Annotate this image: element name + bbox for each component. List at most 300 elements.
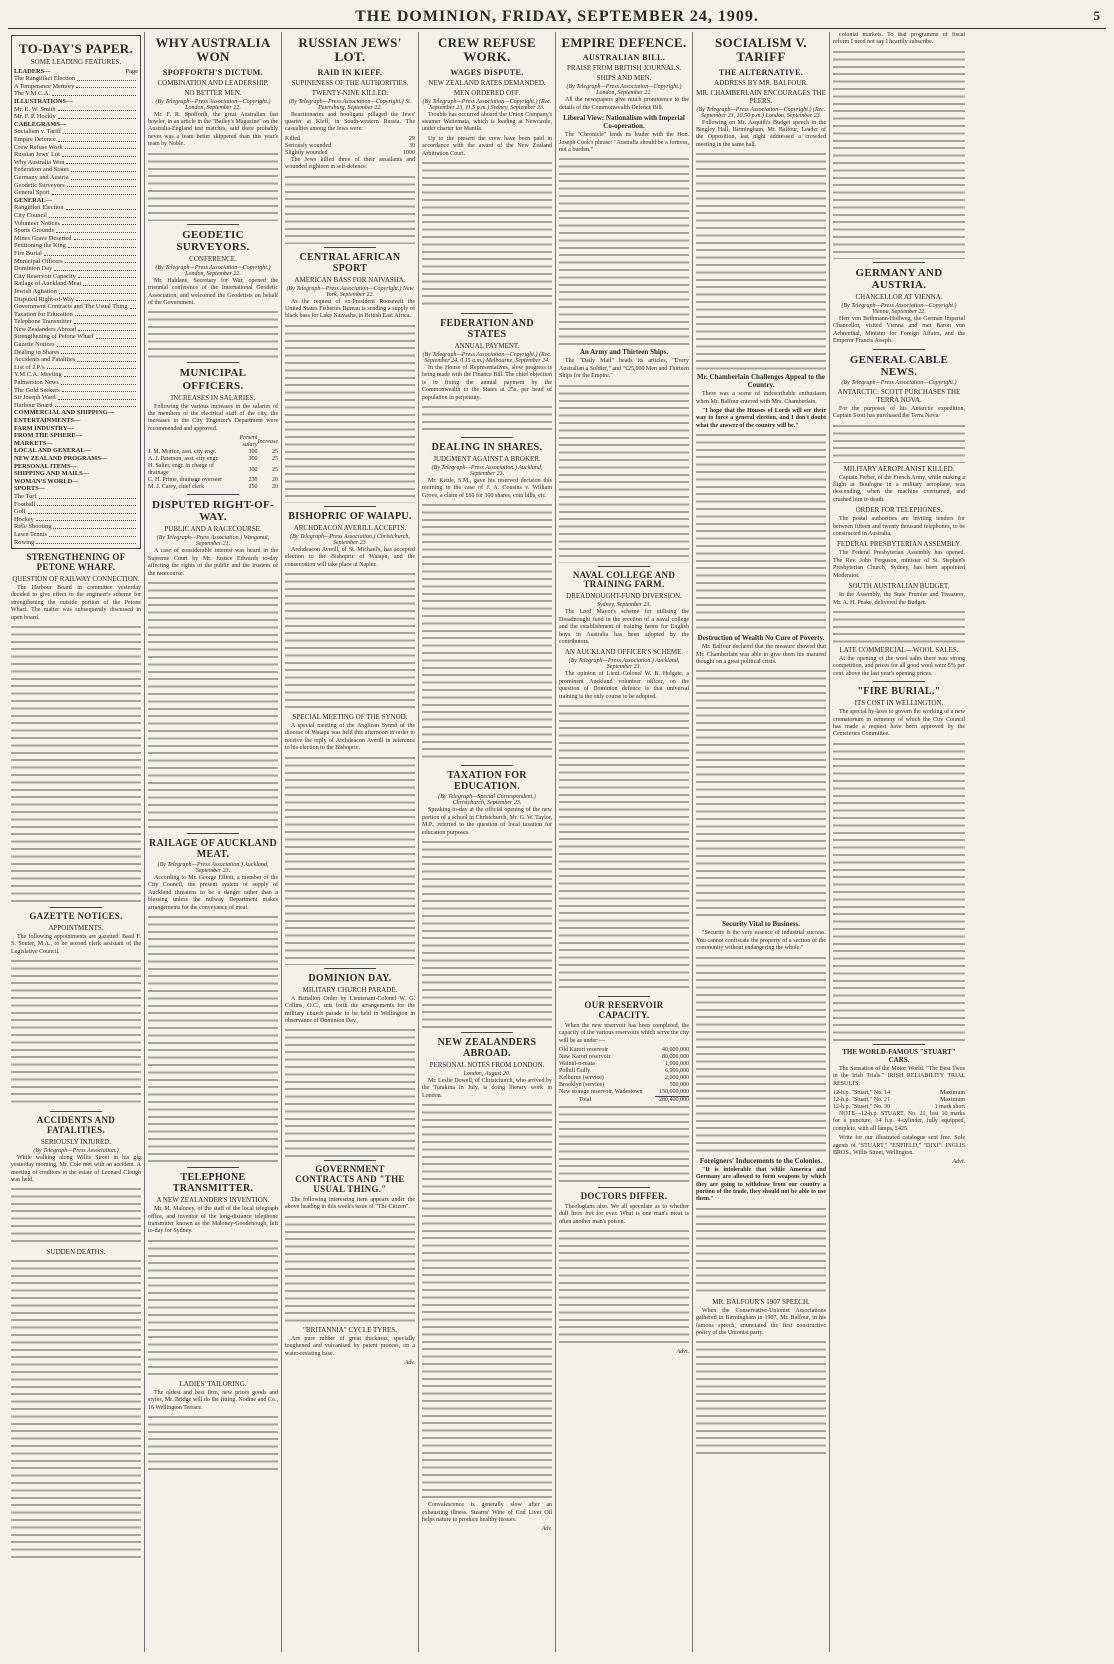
casualty-row — [285, 143, 415, 150]
story-australia-dateline: (By Telegraph—Press Association—Copyright.) London, September 22. — [155, 98, 271, 111]
story-geodetic-dateline: (By Telegraph—Press Association—Copyright.) London, September 22. — [155, 264, 271, 277]
contents-item-label: Football — [14, 500, 36, 508]
story-right-of-way-text: A case of considerable interest was heard in the Supreme Court by Mr. Justice Edwards to-day affecting the rights of the public and the trustees of the racecourse. — [148, 548, 278, 577]
story-russian-jews-text2: The Jews killed three of their assailants and wounded eighteen in self-defence. — [285, 156, 415, 171]
divider — [324, 1160, 376, 1161]
story-crew-sub2: NEW ZEALAND RATES DEMANDED. — [428, 78, 546, 87]
dot-leader — [52, 189, 136, 195]
dot-leader — [44, 250, 136, 256]
contents-item — [14, 159, 138, 167]
casualty-row-cell: Killed — [285, 135, 300, 142]
divider — [324, 247, 376, 248]
todays-paper-sub: SOME LEADING FEATURES. — [30, 58, 122, 67]
contents-item — [14, 113, 138, 121]
contents-item-label: ENTERTAINMENTS— — [14, 417, 81, 425]
contents-item-label: NEW ZEALAND PROGRAMS— — [14, 454, 108, 462]
reservoir-total-label: Total — [579, 1096, 592, 1103]
contents-item-label: The Y.M.C.A. — [14, 90, 51, 98]
contents-item — [14, 531, 138, 539]
story-african-sport-body — [285, 323, 415, 503]
divider — [50, 907, 102, 908]
contents-item-label: Municipal Officers — [14, 257, 63, 265]
salary-table-heading: Increase — [257, 438, 278, 445]
story-socialism-text6: When the Conservative-Unionist Associations gathered in Birmingham in 1907, Mr. Balfour, in his famous speech, enunciated the first constructive policy of the Unionist party. — [696, 1307, 826, 1336]
contents-item-label: COMMERCIAL AND SHIPPING— — [14, 409, 115, 417]
story-nz-abroad-dateline: London, August 20. — [463, 1070, 511, 1077]
cable-wool-text: At the opening of the wool sales there was strong competition, and prices for all good wool were 5% per cent. above the last year's opening prices. — [833, 655, 965, 677]
cable-budget-text: In the Assembly, the State Premier and Treasurer, Mr. A. H. Peake, delivered the Budget. — [833, 592, 965, 606]
toc-leaders-label: LEADERS— — [14, 68, 51, 76]
contents-item-label: Rifle Shooting — [14, 523, 52, 531]
contents-item-label: FROM THE SPHERE— — [14, 432, 83, 440]
dot-leader — [37, 501, 136, 507]
story-australia-text: Mr. F. R. Spofforth, the great Australian fast bowler, in an article in the "Bailey's Magazine" on the Australia-England test matches, said there probably never was a team better skippered than this year's team by Noble. — [148, 111, 278, 148]
dot-leader — [49, 212, 136, 218]
dot-leader — [39, 493, 136, 499]
tailoring-text: The oldest and best firm, new prices goods and styles, Mr. Bridge will do the fitting. Nodine and Co., 16 Wellington Terrace. — [148, 1389, 278, 1411]
stuart-cars-text3: Write for our illustrated catalogue sent free. Sole agents of "STUART," "ENFIELD," "DIXI": INGLIS BROS., Willis Street, Wellington. — [833, 1135, 965, 1156]
dot-leader — [77, 75, 136, 81]
dot-leader — [47, 364, 136, 370]
contents-item-label: WOMAN'S WORLD— — [14, 477, 79, 485]
salary-row — [148, 484, 278, 491]
story-russian-jews-sub3: TWENTY-NINE KILLED. — [311, 88, 389, 97]
contents-item — [14, 273, 138, 281]
todays-paper-box — [11, 35, 141, 549]
salary-row — [148, 463, 278, 477]
contents-item — [14, 440, 138, 448]
story-fire-burial-text: The special by-laws to govern the working of a new crematorium in cemetery of which the City Council has made a request have been approved by the Cemeteries Committee. — [833, 709, 965, 738]
story-australia-sub: SPOFFORTH'S DICTUM. — [162, 67, 264, 77]
story-african-sport-headline: CENTRAL AFRICAN SPORT — [299, 251, 401, 274]
contents-item — [14, 166, 138, 174]
story-railage-headline: RAILAGE OF AUCKLAND MEAT. — [148, 838, 278, 861]
story-waiapu-sub: ARCHDEACON AVERILL ACCEPTS. — [293, 523, 407, 532]
contents-item — [14, 121, 138, 129]
cable-telephones-sub: ORDER FOR TELEPHONES. — [855, 506, 943, 515]
story-african-sport-text: As the request of ex-President Roosevelt the United States Fisheries Bureau is sending a supply of black bass for Lake Naivasha, in British East Africa. — [285, 298, 415, 320]
column-4 — [419, 32, 556, 1652]
divider — [598, 1187, 650, 1188]
contents-item — [14, 516, 138, 524]
story-telephone-text: Mr. M. Maloney, of the staff of the local telegraph office, and inventor of the long-distance telephone transmitter known as the Maloney-Goodenough, left to-day for Sydney. — [148, 1206, 278, 1235]
story-african-sport-dateline: (By Telegraph—Press Association—Copyright.) New York, September 22. — [286, 285, 414, 298]
dot-leader — [58, 394, 136, 400]
story-russian-jews-text: Reactionaries and hooligans pillaged the Jews' quarter at Kieff, in South-western Russia. The casualties among the Jews were: — [285, 111, 415, 133]
dot-leader — [67, 182, 136, 188]
contents-item — [14, 242, 138, 250]
stuart-result-row-cell: 1 mark short — [934, 1103, 965, 1110]
story-naval-dateline: Sydney, September 23. — [597, 602, 651, 609]
story-empire-defence-sub2: PRAISE FROM BRITISH JOURNALS. — [567, 64, 681, 73]
dot-leader — [75, 311, 136, 317]
cable-antarctic-text: For the purposes of his Antarctic expedition, Captain Scott has purchased the Terra Nova. — [833, 405, 965, 420]
contents-item-label: Strengthening of Petone Wharf — [14, 333, 94, 341]
cable-antarctic-sub: ANTARCTIC: SCOTT PURCHASES THE TERRA NOVA. — [837, 387, 961, 404]
story-reservoir-body — [559, 1104, 689, 1184]
story-russian-jews-sub: RAID IN KIEFF. — [317, 67, 383, 77]
cable-budget-sub: SOUTH AUSTRALIAN BUDGET. — [848, 582, 950, 591]
contents-item — [14, 501, 138, 509]
story-waiapu-headline: BISHOPRIC OF WAIAPU. — [288, 510, 412, 522]
story-right-of-way-body — [148, 580, 278, 830]
contents-item-label: Sir Joseph Ward — [14, 394, 56, 402]
contents-item — [14, 523, 138, 531]
stuart-result-row — [833, 1104, 965, 1111]
story-cable-news-headline: GENERAL CABLE NEWS. — [849, 353, 949, 378]
divider — [187, 1167, 239, 1168]
story-taxation-headline: TAXATION FOR EDUCATION. — [447, 770, 527, 793]
dot-leader — [62, 220, 136, 226]
dot-leader — [57, 341, 136, 347]
stuart-cars-text2: NOTE—12-h.p. STUART, No. 21, lost 10 marks for a puncture, 14 h.p. 4-cylinder, fully equipped, complete, with all lamps, £425. — [833, 1110, 965, 1132]
story-empire-defence-body-2 — [559, 383, 689, 563]
contents-item-label: Hockey — [14, 515, 34, 523]
contents-item-label: Rangitikei Election — [14, 204, 64, 212]
contents-item-label: Palmerston News — [14, 379, 59, 387]
todays-paper-heading: TO-DAY'S PAPER. — [18, 41, 134, 56]
contents-item — [14, 98, 138, 106]
contents-item — [14, 197, 138, 205]
contents-item — [14, 204, 138, 212]
column-7 — [830, 32, 968, 1652]
reservoir-row-cell: Old Karori reservoir — [559, 1046, 608, 1053]
dot-leader — [28, 508, 136, 514]
story-socialism-text5: "It is intolerable that while America and Germany are allowed to form weapons by which they are going to withdraw from our country a portion of the trade, they should not be able to use them." — [696, 1166, 826, 1203]
contents-item — [14, 296, 138, 304]
dot-leader — [130, 303, 136, 309]
story-nz-abroad-text: Mr. Leslie Dowell, of Christchurch, who arrived by the Turakina in July, is doing literary work in London. — [422, 1077, 552, 1099]
dot-leader — [58, 136, 136, 142]
column-6 — [693, 32, 830, 1652]
stuart-result-row — [833, 1097, 965, 1104]
contents-item — [14, 136, 138, 144]
reservoir-row-cell: Kelburne (service) — [559, 1074, 604, 1081]
contents-item — [14, 463, 138, 471]
story-geodetic-body — [148, 309, 278, 359]
story-empire-defence-sub3: SHIPS AND MEN. — [596, 74, 652, 83]
salary-row-cell: 25 — [272, 456, 278, 463]
dot-leader — [83, 280, 136, 286]
contents-item — [14, 303, 138, 311]
story-fire-burial-headline: "FIRE BURIAL." — [857, 686, 941, 698]
reservoir-total-value: 280,400,000 — [655, 1096, 689, 1104]
newspaper-page — [8, 6, 1106, 1656]
story-geodetic-headline: GEODETIC SURVEYORS. — [176, 228, 250, 253]
tyres-text: Are pure rubber of great thickness, specially toughened and vulcanised by patent process, on a water-resisting base. — [285, 1335, 415, 1357]
contents-item-label: Accidents and Fatalities — [14, 356, 76, 364]
story-nz-abroad-body — [422, 1102, 552, 1502]
contents-item — [14, 341, 138, 349]
story-empire-defence-text3: The "Daily Mail" heads its articles, "Every Australian a Soldier," and "£25,000 Men and Thirteen Ships for the Empire." — [559, 358, 689, 380]
reservoir-row-cell: 40,000,000 — [662, 1046, 689, 1053]
column-2 — [145, 32, 282, 1652]
contents-item-label: Telephone Transmitter — [14, 318, 72, 326]
contents-item-label: Harbour Board — [14, 401, 53, 409]
story-federation-body — [422, 404, 552, 434]
cable-presbyterian-text: The Federal Presbyterian Assembly has opened. The Rev. John Ferguson, minister of St. Stephen's Presbyterian Church, Sydney, has been appointed Moderator. — [833, 550, 965, 579]
story-railage-body — [148, 914, 278, 1164]
story-shares-dateline: (By Telegraph—Press Association.) Auckland, September 23. — [431, 465, 543, 478]
story-railage-dateline: (By Telegraph—Press Association.) Auckland, September 23. — [157, 862, 269, 875]
contents-item — [14, 417, 138, 425]
divider — [187, 494, 239, 495]
story-dominion-day-headline: DOMINION DAY. — [308, 972, 392, 984]
reservoir-table — [559, 1047, 689, 1104]
salary-row-cell: J. M. Morice, asst. city engr. — [148, 449, 217, 456]
contents-item-label: Government Contracts and The Usual Thing — [14, 303, 128, 311]
contents-item-label: Volunteer Notices — [14, 219, 60, 227]
story-germany-text: Herr von Bethmann-Hollweg, the German Imperial Chancellor, visited Vienna and met Baron von Aehrenthal, Minister for Foreign Affairs, and the Emperor Francis Joseph. — [833, 316, 965, 345]
salary-row-cell: 250 — [248, 484, 258, 491]
contents-item-label: Russian Jews' Lot — [14, 151, 60, 159]
casualty-row — [285, 136, 415, 143]
contents-item-label: Geodetic Surveyors — [14, 181, 65, 189]
story-shares-body — [422, 502, 552, 762]
cable-aeroplanist-text: Captain Ferber, of the French Army, while making a flight at Boulogne in a military aeroplane, was descending, when the machine overturned, and crushed him to death. — [833, 474, 965, 503]
masthead — [8, 6, 1106, 29]
salary-row-cell: A. J. Paterson, asst. city engr. — [148, 456, 219, 463]
dot-leader — [62, 387, 136, 393]
casualty-row-cell: Seriously wounded — [285, 142, 332, 149]
stuart-cars-text: The Sensation of the Motor World. "The Best Twos in the Irish Trials." IRISH RELIABILITY TRIAL RESULTS. — [833, 1065, 965, 1087]
contents-item-label: The Gold Seekers — [14, 386, 60, 394]
casualty-row-cell: Slightly wounded — [285, 149, 328, 156]
story-empire-defence-text2: The "Chronicle" lends its leader with the Hon. Joseph Cook's phrase: "Australia should be a fortress, not a burden." — [559, 132, 689, 153]
advert-mark: Advt. — [952, 1159, 965, 1166]
salary-table-heading — [148, 435, 226, 449]
story-australia-sub3: NO BETTER MEN. — [184, 88, 242, 97]
reservoir-row-cell: Wainui-o-mata — [559, 1060, 595, 1067]
story-accidents-sub: SERIOUSLY INJURED. — [40, 1137, 112, 1146]
contents-item — [14, 227, 138, 235]
salary-row-cell: M. J. Carey, chief clerk — [148, 484, 205, 491]
story-naval-headline: NAVAL COLLEGE AND TRAINING FARM. — [572, 569, 676, 590]
contents-item — [14, 470, 138, 478]
story-telephone-body — [148, 1238, 278, 1378]
dot-leader — [49, 531, 136, 537]
divider — [187, 362, 239, 363]
cable-budget-body — [833, 609, 965, 644]
story-geodetic-sub: CONFERENCE. — [189, 254, 237, 263]
contents-item — [14, 349, 138, 357]
story-cable-news-dateline: (By Telegraph—Press Association—Copyright.) — [841, 379, 957, 386]
story-socialism-sub5: Destruction of Wealth No Cure of Poverty. — [697, 634, 825, 643]
salary-table-heading: Present salary — [239, 435, 258, 449]
reservoir-row — [559, 1082, 689, 1089]
reservoir-row-cell: New storage reservoir, Wadestown — [559, 1089, 643, 1096]
contents-item — [14, 144, 138, 152]
contents-item — [14, 394, 138, 402]
stuart-results-table — [833, 1090, 965, 1111]
story-shares-sub: JUDGMENT AGAINST A BROKER. — [433, 455, 541, 464]
divider — [873, 262, 926, 263]
story-crew-sub: WAGES DISPUTE. — [450, 67, 524, 77]
salary-table-header — [148, 435, 278, 449]
story-naval-text: The Lord Mayor's scheme for utilising the Dreadnought fund in the erection of a naval college and the establishment of training farms for English boys in Australia has been adopted by the contributors. — [559, 609, 689, 645]
contents-item — [14, 425, 138, 433]
story-empire-defence-dateline: (By Telegraph—Press Association—Copyright.) London, September 22. — [566, 84, 682, 97]
salary-row-cell: 20 — [272, 484, 278, 491]
story-naval-dateline2: (By Telegraph—Press Association.) Auckland, September 23. — [568, 658, 680, 671]
dot-leader — [61, 379, 136, 385]
contents-item — [14, 83, 138, 91]
dot-leader — [71, 174, 136, 180]
story-socialism-headline: SOCIALISM V. TARIFF — [715, 35, 807, 65]
dot-leader — [74, 235, 137, 241]
contents-item — [14, 189, 138, 197]
story-taxation-text: Speaking to-day at the official opening of the new portion of a school in Christchurch, Mr. G. W. Taylor, M.P., referred to the question of local taxation for education purposes. — [422, 807, 552, 836]
story-socialism-text2: There was a scene of indescribable enthusiasm when Mr. Balfour entered with Mrs. Chamberlain. — [696, 391, 826, 405]
contents-item-label: Jewish Agitation — [14, 287, 57, 295]
dot-leader — [59, 288, 136, 294]
cable-aeroplanist-sub: MILITARY AEROPLANIST KILLED. — [843, 464, 955, 473]
reservoir-row-cell: Brooklyn (service) — [559, 1081, 605, 1088]
story-reservoir-text: When the new reservoir has been completed, the capacity of the various reservoirs which serve the city will be as under:— — [559, 1022, 689, 1044]
column-5 — [556, 32, 693, 1652]
tailoring-body — [148, 1414, 278, 1474]
contents-item-label: Mr. E. W. Smith — [14, 105, 56, 113]
story-crew-headline: CREW REFUSE WORK. — [437, 35, 537, 65]
dot-leader — [53, 523, 136, 529]
cable-wool-sub: LATE COMMERCIAL—WOOL SALES. — [839, 645, 959, 654]
divider — [873, 1044, 926, 1045]
dot-leader — [36, 516, 136, 522]
stuart-result-row-cell: Maximum — [940, 1089, 965, 1096]
salary-row-cell: 25 — [272, 449, 278, 456]
reservoir-row — [559, 1061, 689, 1068]
contents-item-label: MARKETS— — [14, 439, 53, 447]
dot-leader — [65, 258, 136, 264]
stuart-cars-headline: THE WORLD-FAMOUS "STUART" CARS. — [842, 1047, 956, 1064]
story-nz-abroad-headline: NEW ZEALANDERS ABROAD. — [437, 1036, 537, 1059]
story-dominion-day-text: A Battalion Order by Lieutenant-Colonel W. G. Collins, O.C., sets forth the arrangements for the military church parade to be held in Wellington in observance of Dominion Day. — [285, 995, 415, 1024]
contents-item-label: Golf — [14, 508, 26, 516]
contents-item-label: PERSONAL ITEMS— — [14, 462, 78, 470]
reservoir-row-cell: New Karori reservoir — [559, 1053, 611, 1060]
contents-item-label: SPORTS— — [14, 485, 46, 493]
contents-item — [14, 90, 138, 98]
salary-row-cell: 300 — [248, 466, 258, 473]
divider — [461, 437, 513, 438]
dot-leader — [62, 151, 136, 157]
story-accidents-body-2 — [11, 1258, 141, 1558]
story-accidents-dateline: (By Telegraph—Press Association.) — [33, 1147, 119, 1154]
story-crew-text: Trouble has occurred aboard the Union Company's steamer Waitemata, which is loading at Newcastle, under charter for Manila. — [422, 111, 552, 133]
contents-item-label: Mines Grave Deserted — [14, 234, 72, 242]
divider — [187, 224, 239, 225]
story-telephone-sub: A NEW ZEALANDER'S INVENTION. — [156, 1196, 270, 1205]
story-right-of-way-headline: DISPUTED RIGHT-OF-WAY. — [151, 499, 275, 524]
divider — [461, 765, 513, 766]
contents-item-label: Taxation for Education — [14, 310, 73, 318]
story-germany-headline: GERMANY AND AUSTRIA. — [855, 266, 943, 291]
contents-item — [14, 106, 138, 114]
contents-item-label: Federation and States — [14, 166, 70, 174]
story-right-of-way-sub: PUBLIC AND A RACECOURSE. — [164, 525, 262, 534]
contents-item — [14, 128, 138, 136]
reservoir-row-cell: 6,900,000 — [665, 1067, 689, 1074]
story-socialism-text4: "Security is the very essence of industrial success. You cannot confiscate the property of a section of the community without endangering the whole." — [696, 930, 826, 952]
story-socialism-text3: Mr. Balfour declared that the measure showed that Mr. Chamberlain was able to give them his matured thought on a great political crisis. — [696, 644, 826, 666]
story-waiapu-body-2 — [285, 755, 415, 965]
story-dominion-day-body — [285, 1027, 415, 1157]
contents-item — [14, 174, 138, 182]
dot-leader — [77, 356, 136, 362]
contents-item-label: A Temperance Memory — [14, 82, 75, 90]
contents-item-label: Dominion Day — [14, 265, 53, 273]
story-municipal-sub: INCREASES IN SALARIES. — [170, 393, 256, 402]
dot-leader — [63, 128, 136, 134]
contents-item-label: Rowing — [14, 538, 35, 546]
stuart-result-row — [833, 1090, 965, 1097]
story-socialism-body — [696, 151, 826, 371]
casualty-row-cell: 30 — [409, 142, 415, 149]
story-waiapu-sub2: SPECIAL MEETING OF THE SYNOD. — [292, 713, 408, 722]
story-contracts-text: The following interesting item appears under the above heading in this week's issue of "The Citizen". — [285, 1196, 415, 1211]
story-socialism-sub: THE ALTERNATIVE. — [718, 67, 804, 77]
contents-item-label: General Sport — [14, 189, 50, 197]
contents-item — [14, 151, 138, 159]
story-fire-burial-sub: ITS COST IN WELLINGTON. — [854, 699, 944, 708]
contents-item-label: New Zealanders Abroad — [14, 325, 77, 333]
story-socialism-body-5 — [696, 1206, 826, 1296]
contents-item — [14, 75, 138, 83]
contents-item-label: GENERAL— — [14, 196, 52, 204]
story-petone-text: The Harbour Board in committee yesterday decided to give effect to the engineer's scheme for strengthening the outside portion of the Petone Wharf. The matter was subsequently discussed in open board. — [11, 584, 141, 621]
story-naval-body — [559, 703, 689, 993]
reservoir-row-cell: 1,000,000 — [665, 1060, 689, 1067]
story-waiapu-dateline: (By Telegraph—Press Association.) Christchurch, September 23. — [290, 533, 410, 546]
dot-leader — [71, 166, 136, 172]
salary-row-cell: C. H. Prime, drainage overseer — [148, 477, 223, 484]
casualties-table — [285, 136, 415, 157]
story-african-sport-sub: AMERICAN BASS FOR NAIVASHA. — [294, 275, 406, 284]
contents-item — [14, 212, 138, 220]
tailoring-sub: LADIES' TAILORING. — [179, 1379, 247, 1388]
stuart-result-row-cell: 12-h.p. "Stuart," No. 14 — [833, 1089, 891, 1096]
story-fire-burial-body — [833, 741, 965, 1041]
reservoir-row — [559, 1075, 689, 1082]
column-1 — [8, 32, 145, 1652]
story-socialism-sub6: Security Vital to Business. — [722, 920, 800, 929]
dot-leader — [66, 159, 136, 165]
contents-item-label: Crew Refuse Work — [14, 143, 63, 151]
stuart-result-row-cell: 12-h.p. "Stuart," No. 21 — [833, 1096, 891, 1103]
reservoir-row — [559, 1089, 689, 1097]
contents-item — [14, 265, 138, 273]
story-germany-sub: CHANCELLOR AT VIENNA. — [855, 293, 943, 301]
contents-item — [14, 485, 138, 493]
contents-item-label: ILLUSTRATIONS— — [14, 98, 73, 106]
cable-telephones-text: The postal authorities are inviting tenders for between fifteen and twenty thousand telephones, to be constructed in Australia. — [833, 516, 965, 538]
contents-item — [14, 311, 138, 319]
reservoir-row — [559, 1047, 689, 1054]
reservoir-row — [559, 1068, 689, 1075]
advert-mark: Advt. — [676, 1349, 689, 1356]
contents-item — [14, 379, 138, 387]
advert-mark: Adv. — [404, 1360, 415, 1367]
story-australia-sub2: COMBINATION AND LEADERSHIP. — [157, 78, 269, 87]
story-socialism-sub4: Mr. Chamberlain Challenges Appeal to the Country. — [696, 373, 826, 390]
contents-item-label: Y.M.C.A. Meeting — [14, 371, 62, 379]
contents-item-label: Disputed Right-of-Way — [14, 295, 75, 303]
contents-item-label: Germany and Austria — [14, 174, 69, 182]
story-socialism-sub8: MR. BALFOUR'S 1907 SPEECH. — [712, 1297, 810, 1306]
story-empire-defence-text: All the newspapers give much prominence to the details of the Commonwealth Defence Bill. — [559, 97, 689, 111]
cable-presbyterian-sub: FEDERAL PRESBYTERIAN ASSEMBLY. — [837, 540, 961, 549]
contents-item — [14, 356, 138, 364]
